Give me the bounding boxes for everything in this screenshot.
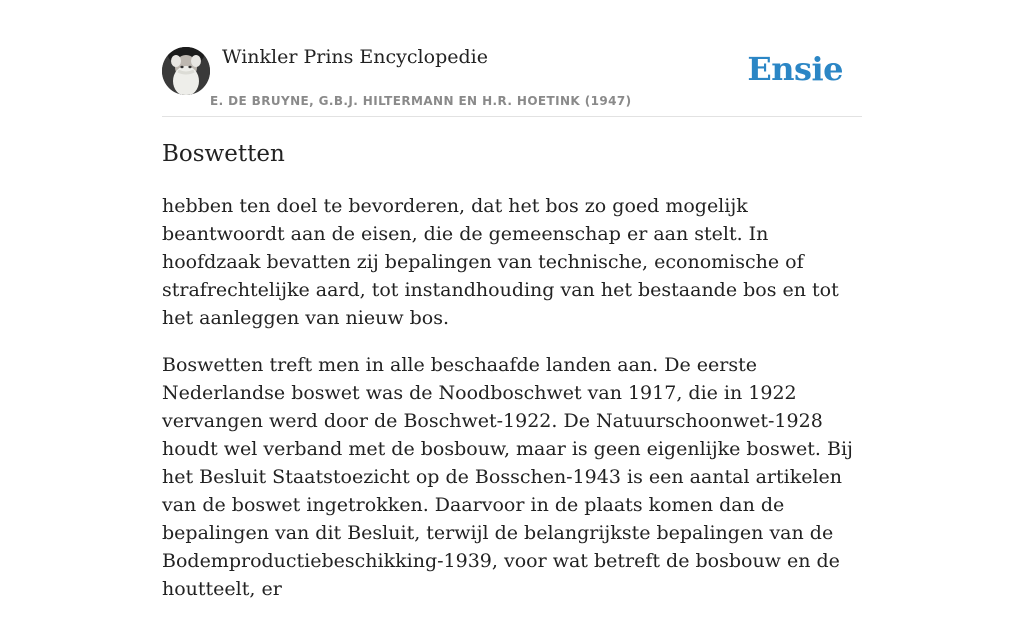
page	[162, 0, 862, 600]
encyclopedia-title[interactable]: Winkler Prins Encyclopedie	[222, 46, 488, 68]
portrait-icon	[162, 47, 210, 95]
paragraph: Boswetten treft men in alle beschaafde landen aan. De eerste Nederlandse boswet was de Noodboschwet van 1917, die in 1922 vervangen werd door de Boschwet-1922. De Natuurschoonwet-1928 houdt wel verband met de bosbouw, maar is geen eigenlijke boswet. Bij het Besluit Staatstoezicht op de Bosschen-1943 is een aantal artikelen van de boswet ingetrokken. Daarvoor in de plaats komen dan de bepalingen van dit Besluit, terwijl de belangrijkste bepalingen van de Bodemproductiebeschikking-1939, voor wat betreft de bosbouw en de houtteelt, er	[162, 354, 853, 600]
authors-line: E. DE BRUYNE, G.B.J. HILTERMANN EN H.R. HOETINK (1947)	[210, 94, 632, 108]
article-title: Boswetten	[162, 141, 285, 167]
article-body	[162, 192, 862, 622]
ensie-logo[interactable]: Ensie	[747, 50, 843, 88]
author-avatar[interactable]	[162, 47, 210, 95]
paragraph: hebben ten doel te bevorderen, dat het bos zo goed mogelijk beantwoordt aan de eisen, die de gemeenschap er aan stelt. In hoofdzaak bevatten zij bepalingen van technische, economische of strafrechtelijke aard, tot instandhouding van het bestaande bos en tot het aanleggen van nieuw bos.	[162, 195, 839, 329]
header	[162, 0, 862, 117]
